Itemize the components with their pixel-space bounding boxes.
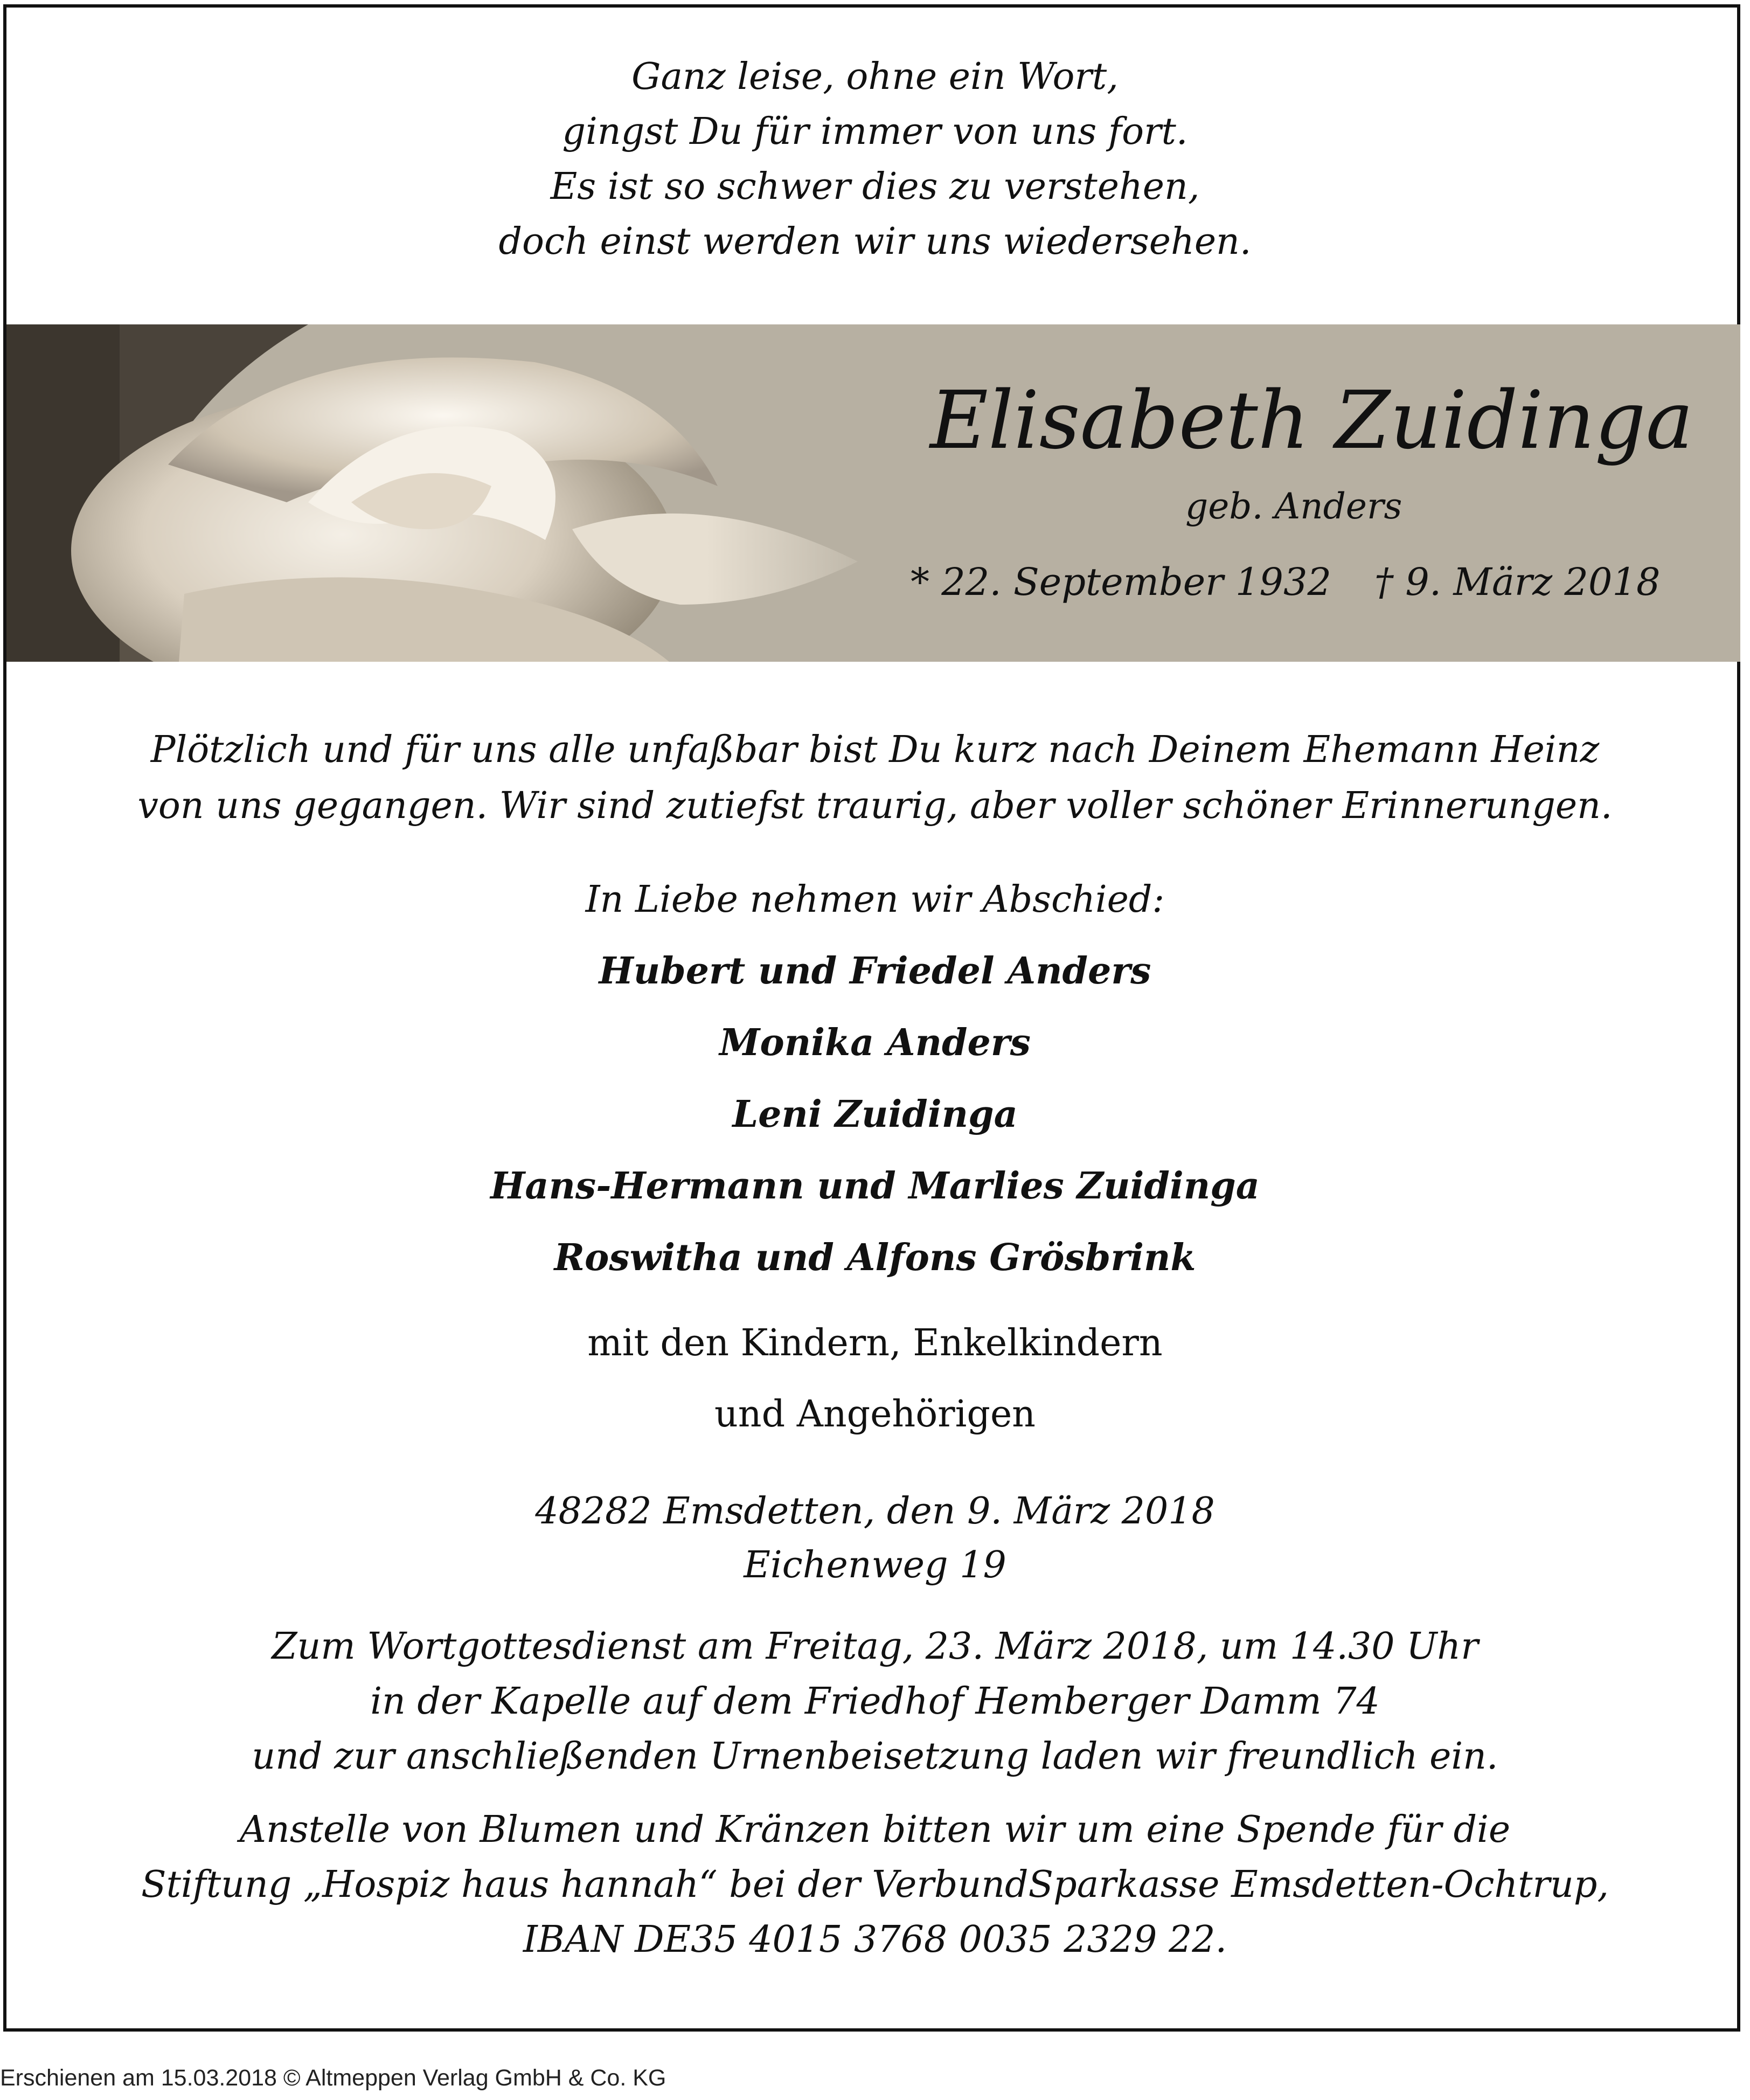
mourners-list — [0, 944, 1750, 1302]
kin — [0, 1316, 1750, 1459]
mourner-name: Roswitha und Alfons Grösbrink — [554, 1236, 1196, 1279]
poem-line: gingst Du für immer von uns fort. — [562, 110, 1188, 153]
donation-info — [0, 1803, 1750, 1967]
rose-photo — [6, 324, 890, 662]
service-info — [0, 1619, 1750, 1784]
deceased-name: Elisabeth Zuidinga — [930, 374, 1693, 467]
poem-line: Es ist so schwer dies zu verstehen, — [550, 165, 1200, 208]
mourner-name: Hubert und Friedel Anders — [599, 949, 1151, 993]
poem — [0, 50, 1750, 269]
kin-line: mit den Kindern, Enkelkindern — [587, 1322, 1163, 1364]
place-and-date — [0, 1485, 1750, 1592]
message-line: Plötzlich und für uns alle unfaßbar bist Du kurz nach Deinem Ehemann Heinz — [150, 729, 1600, 771]
donation-line: Stiftung „Hospiz haus hannah“ bei der VerbundSparkasse Emsdetten-Ochtrup, — [141, 1863, 1609, 1906]
publication-footer: Erschienen am 15.03.2018 © Altmeppen Verlag GmbH & Co. KG — [0, 2065, 666, 2091]
mourner-name: Leni Zuidinga — [732, 1093, 1018, 1136]
service-line: Zum Wortgottesdienst am Freitag, 23. März 2018, um 14.30 Uhr — [272, 1625, 1478, 1668]
place-line: 48282 Emsdetten, den 9. März 2018 — [535, 1490, 1215, 1533]
life-dates — [911, 558, 1660, 606]
maiden-name: geb. Anders — [1185, 486, 1402, 527]
birth-date: * 22. September 1932 — [911, 560, 1332, 604]
service-line: und zur anschließenden Urnenbeisetzung laden wir freundlich ein. — [252, 1735, 1498, 1778]
service-line: in der Kapelle auf dem Friedhof Hemberger Damm 74 — [370, 1680, 1380, 1723]
poem-line: Ganz leise, ohne ein Wort, — [631, 56, 1119, 98]
farewell-heading: In Liebe nehmen wir Abschied: — [585, 878, 1165, 921]
donation-line: Anstelle von Blumen und Kränzen bitten wir um eine Spende für die — [239, 1808, 1511, 1851]
death-date: † 9. März 2018 — [1374, 560, 1661, 604]
message — [0, 722, 1750, 834]
mourner-name: Monika Anders — [719, 1021, 1031, 1064]
mourner-name: Hans-Hermann und Marlies Zuidinga — [490, 1165, 1260, 1208]
donation-line: IBAN DE35 4015 3768 0035 2329 22. — [523, 1918, 1227, 1961]
message-line: von uns gegangen. Wir sind zutiefst traurig, aber voller schöner Erinnerungen. — [137, 785, 1613, 827]
poem-line: doch einst werden wir uns wiedersehen. — [498, 220, 1252, 263]
address-line: Eichenweg 19 — [744, 1544, 1006, 1586]
kin-line: und Angehörigen — [714, 1393, 1036, 1436]
